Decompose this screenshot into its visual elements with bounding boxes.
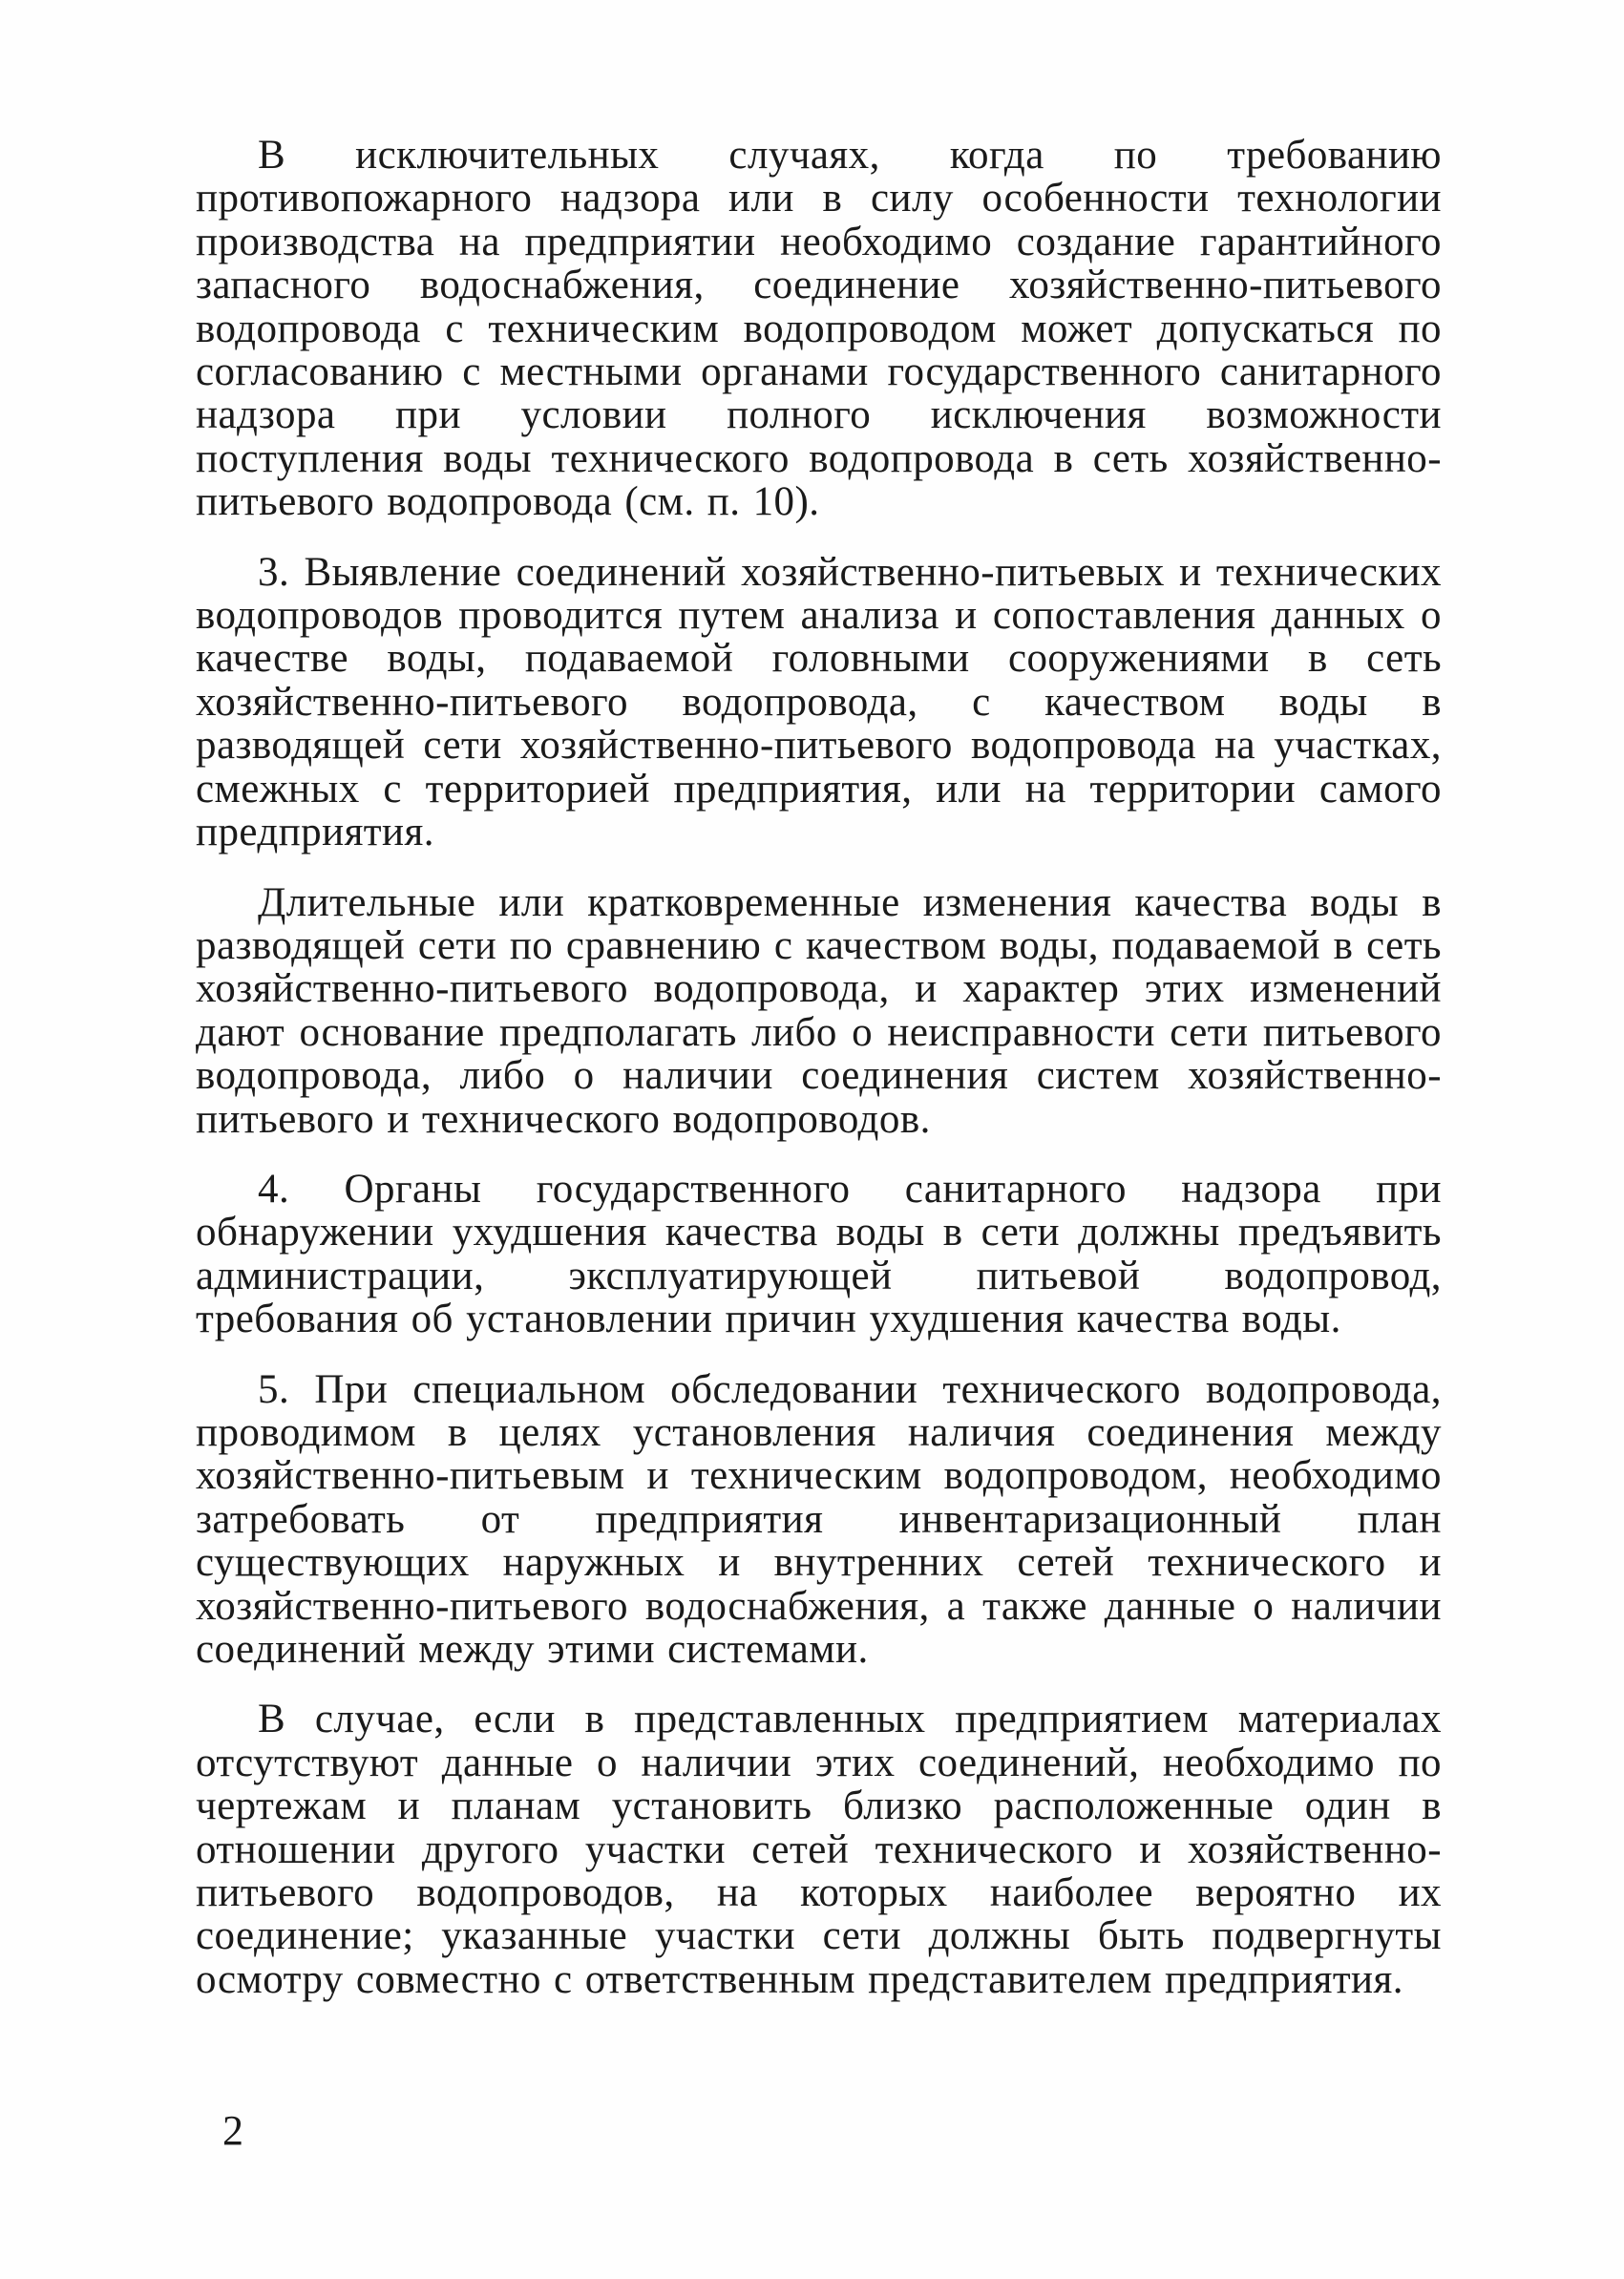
paragraph-missing-data: В случае, если в представленных предприятием материалах отсутствуют данные о наличии этих соединений, необходимо по чертежам и планам установить близко расположенные один в отношении другого участки сетей технического и хозяйственно-питьевого водопроводов, на которых наиболее вероятно их соединение; указанные участки сети должны быть подвергнуты осмотру совместно с ответственным представителем предприятия. <box>196 1697 1442 2002</box>
paragraph-item-5: 5. При специальном обследовании технического водопровода, проводимом в целях установления наличия соединения между хозяйственно-питьевым и техническим водопроводом, необходимо затребовать от предприятия инвентаризационный план существующих наружных и внутренних сетей технического и хозяйственно-питьевого водоснабжения, а также данные о наличии соединений между этими системами. <box>196 1366 1442 1672</box>
paragraph-quality-changes: Длительные или кратковременные изменения качества воды в разводящей сети по сравнению с качеством воды, подаваемой в сеть хозяйственно-питьевого водопровода, и характер этих изменений дают основание предполагать либо о неисправности сети питьевого водопровода, либо о наличии соединения систем хозяйственно-питьевого и технического водопроводов. <box>196 879 1442 1142</box>
page-number: 2 <box>222 2107 243 2154</box>
body-text <box>196 134 1442 2028</box>
paragraph-gasoline-exception: В исключительных случаях, когда по требованию противопожарного надзора или в силу особенности технологии производства на предприятии необходимо создание гарантийного запасного водоснабжения, соединение хозяйственно-питьевого водопровода с техническим водопроводом может допускаться по согласованию с местными органами государственного санитарного надзора при условии полного исключения возможности поступления воды технического водопровода в сеть хозяйственно-питьевого водопровода (см. п. 10). <box>196 133 1442 525</box>
paragraph-item-3: 3. Выявление соединений хозяйственно-питьевых и технических водопроводов проводится путем анализа и сопоставления данных о качестве воды, подаваемой головными сооружениями в сеть хозяйственно-питьевого водопровода, с качеством воды в разводящей сети хозяйственно-питьевого водопровода на участках, смежных с территорией предприятия, или на территории самого предприятия. <box>196 549 1442 855</box>
paragraph-item-4: 4. Органы государственного санитарного надзора при обнаружении ухудшения качества воды в сети должны предъявить администрации, эксплуатирующей питьевой водопровод, требования об установлении причин ухудшения качества воды. <box>196 1166 1442 1342</box>
